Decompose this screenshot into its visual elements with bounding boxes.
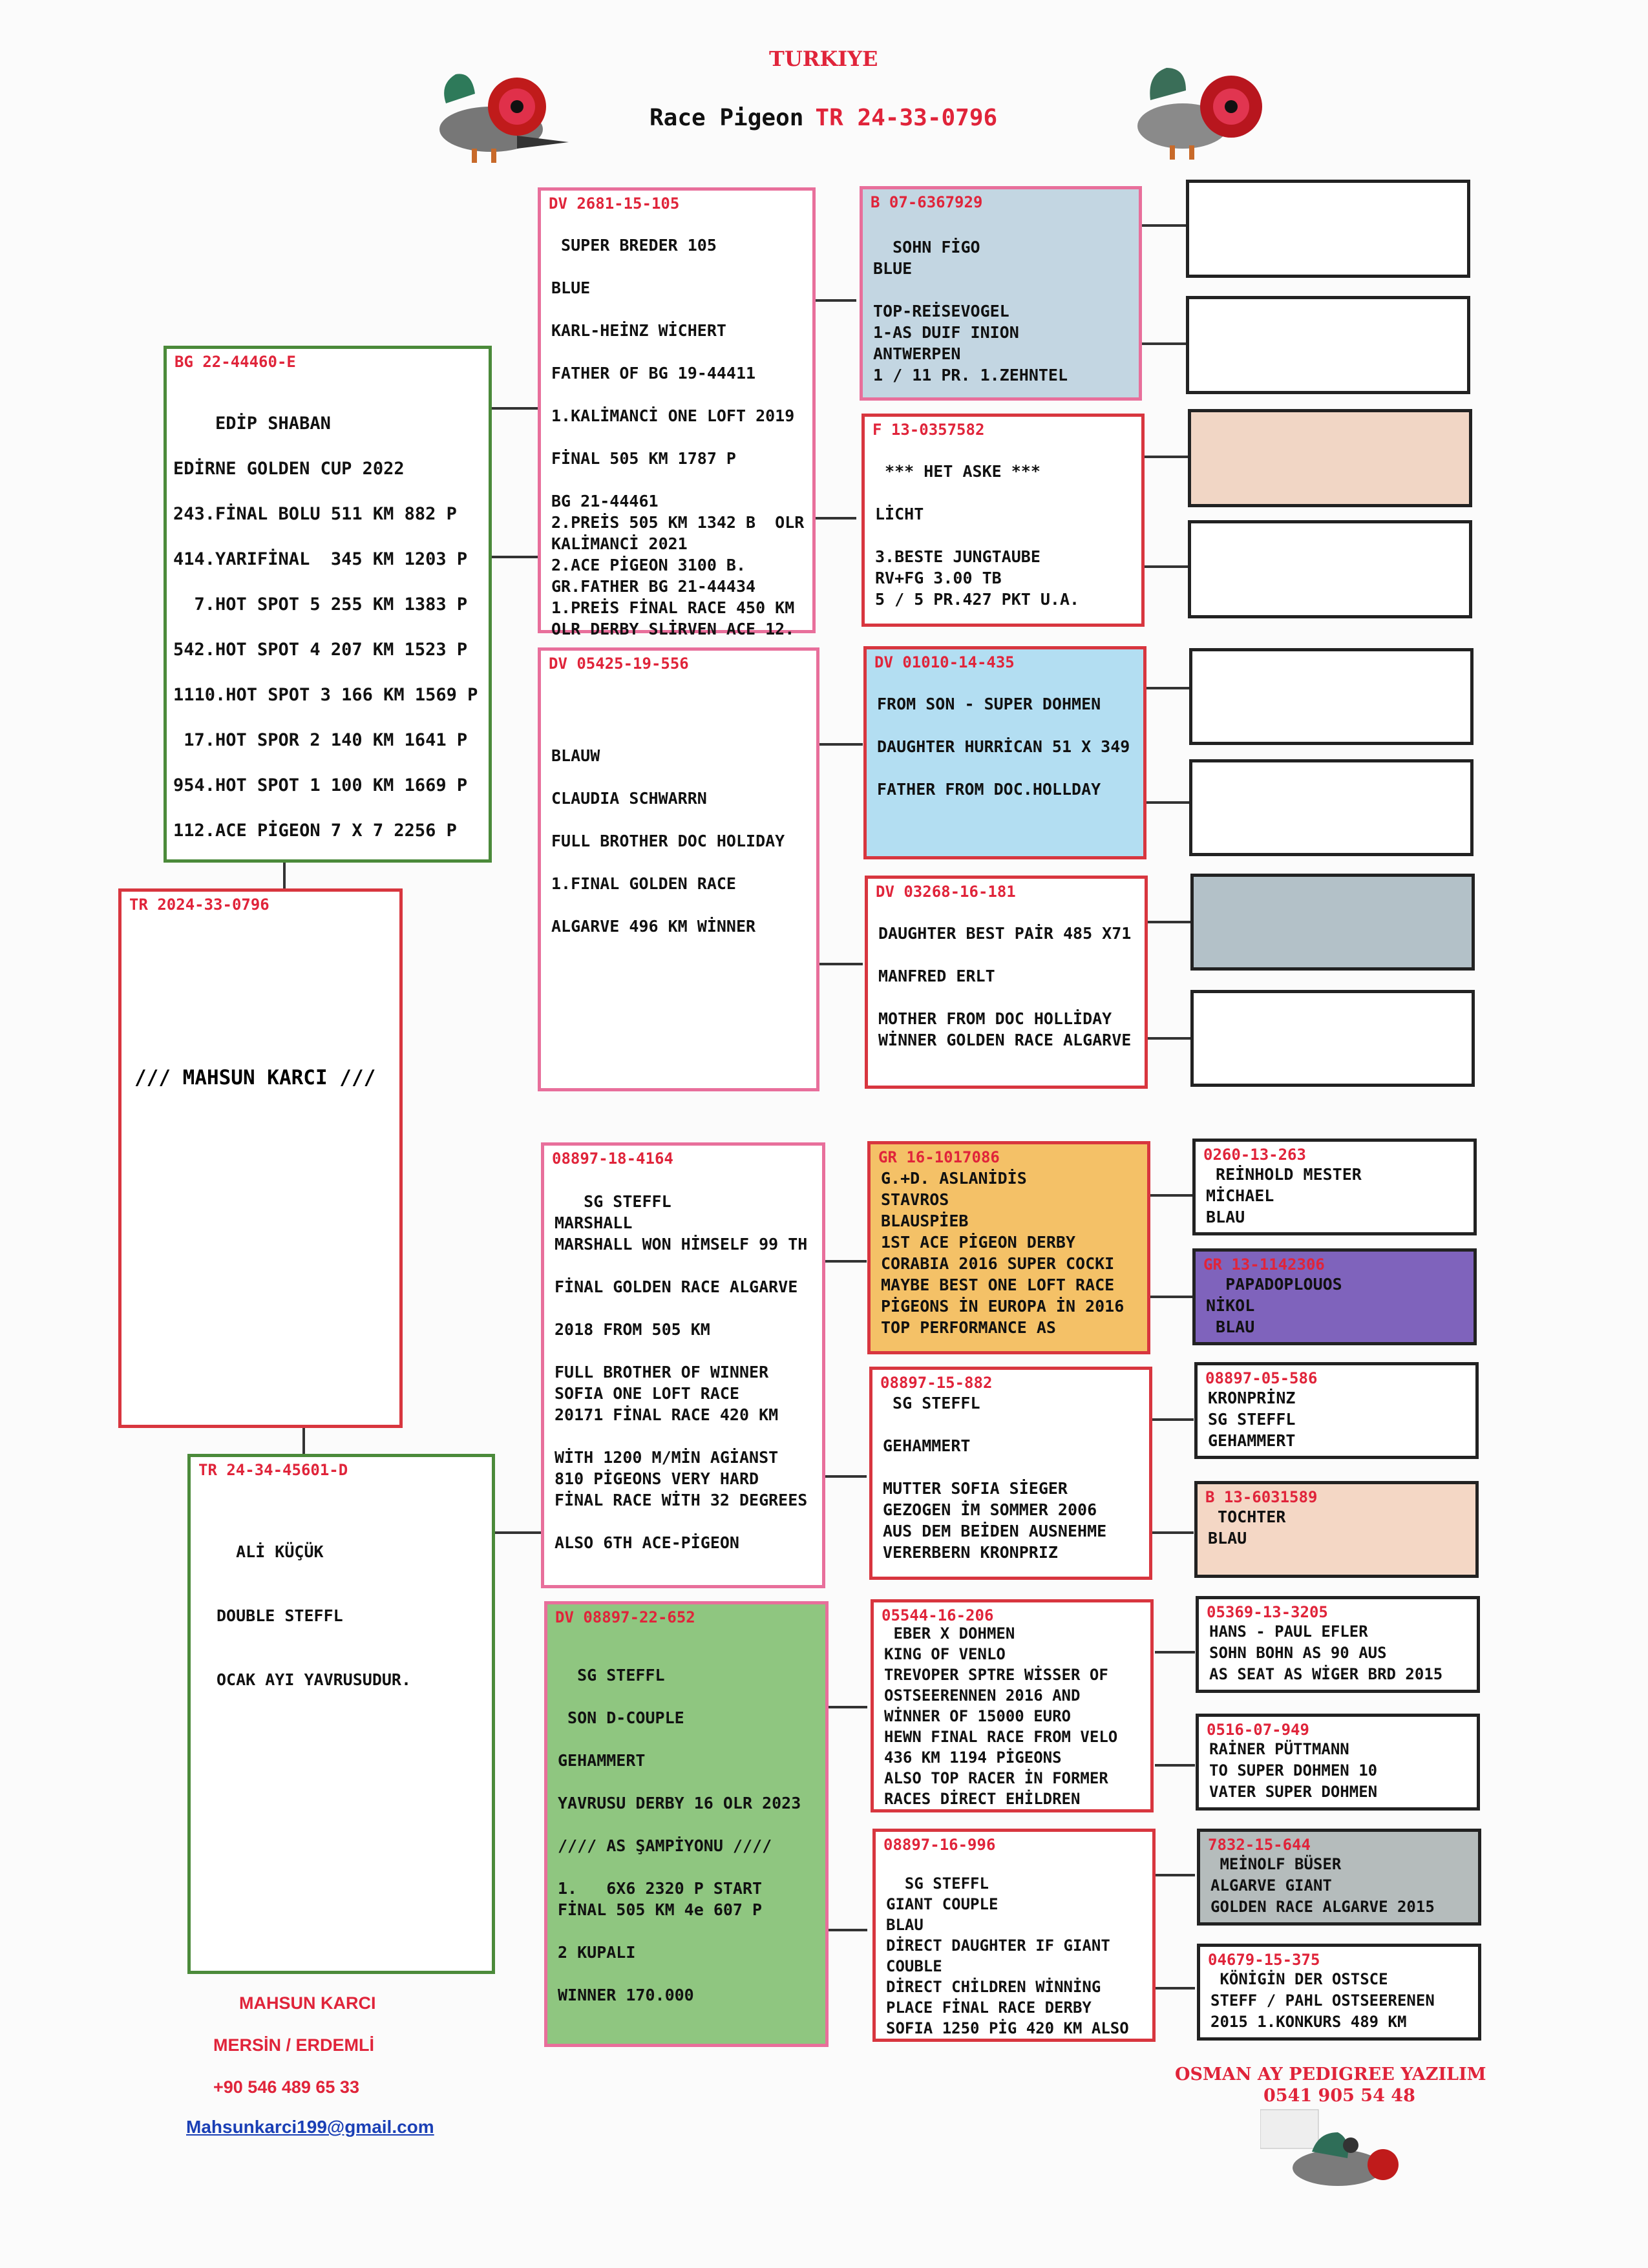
- pigeon-lines: [1210, 1969, 1435, 2033]
- pigeon-id: DV 03268-16-181: [876, 883, 1016, 901]
- pigeon-lines: [1209, 1621, 1442, 1685]
- pigeon-text-line: TO SUPER DOHMEN 10: [1209, 1761, 1378, 1780]
- pigeon-text-line: [878, 901, 1131, 923]
- pigeon-text-line: GR.FATHER BG 21-44434: [551, 577, 756, 596]
- pigeon-text-line: FROM SON - SUPER DOHMEN: [877, 695, 1101, 713]
- pigeon-text-line: KÖNİGİN DER OSTSCE: [1210, 1970, 1388, 1988]
- pigeon-text-line: [551, 766, 785, 788]
- pigeon-text-line: MUTTER SOFIA SİEGER: [883, 1479, 1068, 1498]
- pigeon-text-line: WINNER 170.000: [558, 1986, 694, 2004]
- pigeon-text-line: [555, 1511, 807, 1532]
- pigeon-text-line: KALİMANCİ 2021: [551, 534, 688, 553]
- pigeon-text-line: GOLDEN RACE ALGARVE 2015: [1210, 1898, 1435, 1916]
- owner-name: MAHSUN KARCI: [239, 1993, 376, 2013]
- pigeon-text-line: 2.PREİS 505 KM 1342 B OLR: [551, 513, 805, 532]
- pigeon-lines: [877, 672, 1130, 800]
- pigeon-id: GR 13-1142306: [1203, 1255, 1325, 1274]
- pigeon-text-line: LİCHT: [875, 505, 924, 523]
- pigeon-id: 08897-18-4164: [552, 1150, 673, 1168]
- pigeon-text-line: FİNAL 505 KM 4e 607 P: [558, 1900, 763, 1919]
- pigeon-id: 7832-15-644: [1208, 1836, 1311, 1854]
- pigeon-text-line: [551, 341, 804, 362]
- pigeon-text-line: OLR DERBY SLİRVEN ACE 12.: [551, 620, 795, 638]
- gen4-box: [1186, 180, 1470, 278]
- pigeon-text-line: 954.HOT SPOT 1 100 KM 1669 P: [173, 775, 468, 795]
- pigeon-text-line: [558, 1728, 801, 1750]
- pigeon-text-line: [873, 215, 1068, 236]
- gen4-box: [1189, 648, 1474, 745]
- pigeon-text-line: [173, 435, 478, 457]
- pigeon-text-line: REİNHOLD MESTER: [1206, 1165, 1362, 1184]
- pigeon-text-line: WİNNER OF 15000 EURO: [884, 1707, 1071, 1725]
- pigeon-text-line: GEHAMMERT: [1208, 1431, 1296, 1450]
- pigeon-text-line: MARSHALL: [555, 1213, 633, 1232]
- pigeon-text-line: [217, 1584, 411, 1605]
- pigeon-text-line: ALİ KÜÇÜK: [217, 1542, 324, 1561]
- pigeon-lines: [878, 901, 1131, 1051]
- maker-name: OSMAN AY PEDIGREE YAZILIM: [1175, 2064, 1486, 2084]
- pigeon-text-line: PİGEONS İN EUROPA İN 2016: [881, 1297, 1125, 1316]
- pigeon-text-line: BLAUSPİEB: [881, 1212, 969, 1230]
- pigeon-text-line: 1.FINAL GOLDEN RACE: [551, 874, 736, 893]
- pigeon-text-line: [877, 715, 1130, 736]
- pigeon-id: DV 2681-15-105: [549, 194, 680, 213]
- pigeon-text-line: 1-AS DUIF INION: [873, 323, 1019, 342]
- subject-id: TR 2024-33-0796: [129, 896, 269, 914]
- race-pigeon-label: Race Pigeon: [650, 105, 804, 131]
- gen4-box: [1196, 1596, 1480, 1693]
- gen4-box: [1197, 1944, 1481, 2041]
- pigeon-text-line: AUS DEM BEİDEN AUSNEHME: [883, 1522, 1107, 1540]
- pigeon-text-line: BLAUW: [551, 746, 600, 765]
- pigeon-text-line: OSTSEERENNEN 2016 AND: [884, 1686, 1081, 1705]
- pigeon-text-line: PLACE FİNAL RACE DERBY: [886, 1999, 1092, 2017]
- pigeon-text-line: 2.ACE PİGEON 3100 B.: [551, 556, 746, 574]
- gen4-box: [1194, 1481, 1479, 1578]
- pigeon-text-line: ALGARVE 496 KM WİNNER: [551, 917, 756, 936]
- pigeon-text-line: [173, 525, 478, 548]
- pigeon-text-line: COUBLE: [886, 1957, 942, 1975]
- gen4-box: [1189, 759, 1474, 856]
- pigeon-text-line: TOP-REİSEVOGEL: [873, 302, 1009, 320]
- pigeon-text-line: MARSHALL WON HİMSELF 99 TH: [555, 1235, 808, 1254]
- pigeon-text-line: 1.PREİS FİNAL RACE 450 KM: [551, 598, 795, 617]
- pigeon-text-line: [551, 894, 785, 916]
- pigeon-text-line: 436 KM 1194 PİGEONS: [884, 1748, 1062, 1767]
- pigeon-text-line: DİRECT DAUGHTER IF GIANT: [886, 1937, 1110, 1955]
- pigeon-text-line: ALSO 6TH ACE-PİGEON: [555, 1533, 739, 1552]
- pigeon-text-line: RACES DİRECT EHİLDREN: [884, 1790, 1081, 1808]
- pigeon-text-line: [883, 1456, 1106, 1478]
- pigeon-text-line: STAVROS: [881, 1190, 949, 1209]
- pigeon-id: 08897-15-882: [880, 1374, 993, 1392]
- pigeon-text-line: KING OF VENLO: [884, 1645, 1006, 1663]
- pigeon-text-line: YAVRUSU DERBY 16 OLR 2023: [558, 1794, 801, 1812]
- pigeon-id: 05544-16-206: [882, 1606, 994, 1624]
- pigeon-id: 04679-15-375: [1208, 1951, 1320, 1969]
- pigeon-text-line: SON D-COUPLE: [558, 1708, 684, 1727]
- page-title: [650, 105, 997, 131]
- pigeon-text-line: [873, 279, 1068, 300]
- gen4-box: [1196, 1714, 1480, 1811]
- gen4-box: [1194, 1362, 1479, 1459]
- pigeon-text-line: GEZOGEN İM SOMMER 2006: [883, 1500, 1097, 1519]
- pigeon-text-line: [173, 706, 478, 729]
- pigeon-lines: [551, 235, 804, 640]
- pigeon-text-line: FULL BROTHER OF WINNER: [555, 1363, 769, 1381]
- pigeon-text-line: 1ST ACE PİGEON DERBY: [881, 1233, 1076, 1252]
- pigeon-text-line: SG STEFFL: [555, 1192, 671, 1211]
- pigeon-text-line: [558, 1963, 801, 1984]
- pigeon-text-line: SG STEFFL: [883, 1394, 980, 1412]
- pigeon-text-line: TREVOPER SPTRE WİSSER OF: [884, 1666, 1108, 1684]
- maker-phone: 0541 905 54 48: [1263, 2086, 1415, 2106]
- pigeon-text-line: 2018 FROM 505 KM: [555, 1320, 710, 1339]
- pigeon-text-line: [555, 1340, 807, 1361]
- pigeon-id: DV 01010-14-435: [874, 653, 1015, 671]
- pigeon-lines: [1206, 1274, 1342, 1338]
- gen3-box: [871, 1599, 1154, 1812]
- gen3-box: [861, 414, 1145, 627]
- pigeon-text-line: RV+FG 3.00 TB: [875, 569, 1002, 587]
- gen3-box: [867, 1141, 1150, 1354]
- pigeon-icon: [1125, 55, 1280, 165]
- pigeon-text-line: KARL-HEİNZ WİCHERT: [551, 321, 726, 340]
- pigeon-lines: [886, 1853, 1129, 2039]
- pigeon-text-line: FİNAL RACE WİTH 32 DEGREES: [555, 1491, 808, 1509]
- pigeon-text-line: 1. 6X6 2320 P START: [558, 1879, 763, 1898]
- pigeon-text-line: GEHAMMERT: [883, 1436, 971, 1455]
- gen3-box: [863, 646, 1146, 859]
- pigeon-lines: [881, 1168, 1124, 1338]
- pigeon-text-line: [173, 571, 478, 593]
- pigeon-text-line: SOFIA 1250 PİG 420 KM ALSO: [886, 2019, 1129, 2037]
- pigeon-text-line: SG STEFFL: [886, 1874, 989, 1893]
- pigeon-text-line: [551, 426, 804, 448]
- country-title: TURKIYE: [769, 47, 878, 71]
- pigeon-text-line: 542.HOT SPOT 4 207 KM 1523 P: [173, 640, 468, 660]
- pigeon-id: GR 16-1017086: [878, 1148, 1000, 1166]
- gen4-box: [1190, 874, 1475, 971]
- pigeon-id: B 07-6367929: [871, 193, 983, 211]
- pigeon-text-line: BLAU: [886, 1916, 924, 1934]
- pigeon-text-line: MEİNOLF BÜSER: [1210, 1855, 1342, 1873]
- pigeon-text-line: EBER X DOHMEN: [884, 1624, 1015, 1643]
- pigeon-text-line: [883, 1414, 1106, 1435]
- pigeon-text-line: [877, 672, 1130, 693]
- pigeon-text-line: KRONPRİNZ: [1208, 1389, 1296, 1407]
- pigeon-text-line: [551, 256, 804, 277]
- pigeon-text-line: FİNAL GOLDEN RACE ALGARVE: [555, 1277, 798, 1296]
- pigeon-text-line: 3.BESTE JUNGTAUBE: [875, 547, 1041, 566]
- subject-box: [118, 888, 403, 1428]
- subject-name: /// MAHSUN KARCI ///: [134, 1066, 376, 1089]
- gen4-box: [1197, 1829, 1481, 1926]
- pigeon-text-line: [558, 1771, 801, 1792]
- gen3-box: [865, 876, 1148, 1089]
- pigeon-lines: [1208, 1506, 1285, 1549]
- pigeon-text-line: RAİNER PÜTTMANN: [1209, 1740, 1349, 1758]
- pigeon-text-line: CLAUDIA SCHWARRN: [551, 789, 707, 808]
- pigeon-text-line: BG 21-44461: [551, 492, 659, 510]
- pigeon-text-line: [551, 299, 804, 320]
- father-lines: [173, 412, 478, 842]
- pigeon-text-line: 2015 1.KONKURS 489 KM: [1210, 2013, 1407, 2031]
- pigeon-lines: [551, 702, 785, 937]
- pigeon-text-line: FİNAL 505 KM 1787 P: [551, 449, 736, 468]
- pigeon-text-line: 112.ACE PİGEON 7 X 7 2256 P: [173, 821, 457, 841]
- pigeon-text-line: FULL BROTHER DOC HOLIDAY: [551, 832, 785, 850]
- father-box: [164, 346, 492, 863]
- pigeon-text-line: [875, 525, 1079, 546]
- pigeon-text-line: MİCHAEL: [1206, 1186, 1274, 1205]
- pigeon-text-line: [217, 1648, 411, 1669]
- pigeon-text-line: [173, 751, 478, 774]
- mother-box: [187, 1454, 495, 1974]
- pigeon-text-line: *** HET ASKE ***: [875, 462, 1041, 481]
- pigeon-text-line: HANS - PAUL EFLER: [1209, 1622, 1368, 1641]
- pigeon-text-line: [878, 944, 1131, 965]
- pigeon-text-line: SOFIA ONE LOFT RACE: [555, 1384, 739, 1403]
- pigeon-text-line: HEWN FINAL RACE FROM VELO: [884, 1728, 1118, 1746]
- gen4-box: [1188, 409, 1472, 507]
- mother-id: TR 24-34-45601-D: [198, 1461, 348, 1479]
- gen3-box: [872, 1829, 1156, 2042]
- gen4-box: [1192, 1248, 1477, 1345]
- pigeon-text-line: 7.HOT SPOT 5 255 KM 1383 P: [173, 594, 468, 614]
- dam-dam-box: [544, 1601, 829, 2047]
- pigeon-text-line: [217, 1626, 411, 1648]
- pigeon-text-line: MOTHER FROM DOC HOLLİDAY: [878, 1009, 1112, 1028]
- pigeon-text-line: [555, 1425, 807, 1447]
- pigeon-text-line: 414.YARIFİNAL 345 KM 1203 P: [173, 549, 468, 569]
- ring-number: TR 24-33-0796: [815, 105, 998, 131]
- gen3-box: [860, 186, 1142, 401]
- pigeon-text-line: [886, 1853, 1129, 1873]
- pigeon-text-line: BLAU: [1206, 1208, 1245, 1226]
- pigeon-text-line: SG STEFFL: [1208, 1410, 1296, 1429]
- pigeon-lines: [558, 1643, 801, 2006]
- pigeon-text-line: 810 PİGEONS VERY HARD: [555, 1469, 759, 1488]
- pigeon-lines: [1206, 1164, 1362, 1228]
- pigeon-text-line: EDİRNE GOLDEN CUP 2022: [173, 459, 405, 479]
- pigeon-text-line: 1.KALİMANCİ ONE LOFT 2019: [551, 406, 795, 425]
- pigeon-text-line: 2 KUPALI: [558, 1943, 636, 1962]
- pigeon-text-line: BLUE: [873, 259, 913, 278]
- pigeon-text-line: SG STEFFL: [558, 1666, 665, 1685]
- pigeon-text-line: [551, 852, 785, 873]
- pigeon-text-line: ALGARVE GIANT: [1210, 1876, 1332, 1895]
- sire-sire-box: [538, 187, 816, 638]
- pigeon-text-line: [875, 482, 1079, 503]
- pigeon-lines: [884, 1623, 1117, 1809]
- pigeon-id: 0260-13-263: [1203, 1146, 1306, 1164]
- pigeon-lines: [873, 215, 1068, 386]
- pigeon-text-line: SUPER BREDER 105: [551, 236, 717, 255]
- pigeon-text-line: MANFRED ERLT: [878, 967, 995, 985]
- father-id: BG 22-44460-E: [174, 353, 296, 371]
- pigeon-text-line: [558, 1643, 801, 1664]
- owner-city: MERSİN / ERDEMLİ: [213, 2035, 375, 2055]
- pigeon-text-line: 5 / 5 PR.427 PKT U.A.: [875, 590, 1080, 609]
- gen4-box: [1190, 990, 1475, 1087]
- pigeon-id: F 13-0357582: [872, 421, 985, 439]
- pigeon-text-line: BLAU: [1206, 1318, 1255, 1336]
- pigeon-icon: [420, 58, 575, 168]
- pigeon-text-line: OCAK AYI YAVRUSUDUR.: [217, 1670, 412, 1689]
- pigeon-text-line: CORABIA 2016 SUPER COCKI: [881, 1254, 1115, 1273]
- pigeon-text-line: DAUGHTER HURRİCAN 51 X 349: [877, 737, 1130, 756]
- pigeon-id: 08897-05-586: [1205, 1369, 1318, 1387]
- pigeon-text-line: [173, 616, 478, 638]
- pigeon-text-line: 17.HOT SPOR 2 140 KM 1641 P: [173, 730, 468, 750]
- owner-email[interactable]: Mahsunkarci199@gmail.com: [186, 2117, 434, 2137]
- pigeon-text-line: [878, 987, 1131, 1008]
- pigeon-id: B 13-6031589: [1205, 1488, 1318, 1506]
- pigeon-text-line: FATHER FROM DOC.HOLLDAY: [877, 780, 1101, 799]
- pigeon-id: DV 08897-22-652: [555, 1608, 695, 1626]
- pigeon-text-line: [875, 439, 1079, 461]
- pigeon-lines: [1208, 1387, 1295, 1451]
- pigeon-text-line: DAUGHTER BEST PAİR 485 X71: [878, 924, 1132, 943]
- pigeon-text-line: GIANT COUPLE: [886, 1895, 998, 1913]
- gen3-box: [869, 1367, 1152, 1580]
- pigeon-text-line: [173, 480, 478, 503]
- pigeon-text-line: VATER SUPER DOHMEN: [1209, 1783, 1378, 1801]
- pigeon-text-line: WİNNER GOLDEN RACE ALGARVE: [878, 1031, 1132, 1049]
- pigeon-id: DV 05425-19-556: [549, 655, 689, 673]
- pigeon-text-line: SOHN FİGO: [873, 238, 980, 257]
- pigeon-text-line: EDİP SHABAN: [173, 414, 331, 434]
- pigeon-text-line: TOCHTER: [1208, 1507, 1286, 1526]
- dam-sire-box: [541, 1142, 825, 1588]
- pigeon-text-line: ALSO TOP RACER İN FORMER: [884, 1769, 1108, 1787]
- pigeon-text-line: 1 / 11 PR. 1.ZEHNTEL: [873, 366, 1068, 384]
- pigeon-text-line: AS SEAT AS WİGER BRD 2015: [1209, 1665, 1443, 1683]
- pigeon-lines: [1210, 1854, 1435, 1918]
- pigeon-text-line: STEFF / PAHL OSTSEERENEN: [1210, 1991, 1435, 2010]
- pigeon-lines: [875, 439, 1079, 610]
- pigeon-text-line: [558, 1856, 801, 1878]
- sire-dam-box: [538, 647, 819, 1091]
- pigeon-id: 08897-16-996: [883, 1836, 996, 1854]
- pigeon-text-line: MAYBE BEST ONE LOFT RACE: [881, 1276, 1115, 1294]
- pigeon-text-line: WİTH 1200 M/MİN AGİANST: [555, 1448, 779, 1467]
- owner-phone: +90 546 489 65 33: [213, 2077, 359, 2097]
- pigeon-text-line: [555, 1297, 807, 1319]
- pigeon-text-line: [551, 469, 804, 490]
- pigeon-lines: [883, 1392, 1106, 1563]
- gen4-box: [1186, 296, 1470, 394]
- pigeon-text-line: [551, 702, 785, 724]
- pigeon-text-line: [558, 1686, 801, 1707]
- pigeon-text-line: [173, 797, 478, 819]
- pigeon-text-line: GEHAMMERT: [558, 1751, 646, 1770]
- pigeon-text-line: ANTWERPEN: [873, 344, 961, 363]
- pigeon-text-line: [558, 1920, 801, 1942]
- pigeon-text-line: [551, 384, 804, 405]
- pigeon-text-line: //// AS ŞAMPİYONU ////: [558, 1836, 772, 1855]
- pigeon-logo-icon: [1260, 2106, 1409, 2197]
- pigeon-text-line: DOUBLE STEFFL: [217, 1606, 343, 1625]
- gen4-box: [1188, 520, 1472, 618]
- pigeon-text-line: [877, 757, 1130, 779]
- pigeon-text-line: SOHN BOHN AS 90 AUS: [1209, 1644, 1387, 1662]
- pigeon-text-line: [555, 1255, 807, 1276]
- pigeon-text-line: [551, 809, 785, 830]
- pigeon-text-line: NİKOL: [1206, 1296, 1255, 1315]
- pigeon-text-line: [551, 724, 785, 745]
- pigeon-text-line: VERERBERN KRONPRIZ: [883, 1543, 1058, 1562]
- pigeon-text-line: 1110.HOT SPOT 3 166 KM 1569 P: [173, 685, 478, 705]
- pigeon-text-line: PAPADOPLOUOS: [1206, 1275, 1342, 1294]
- pigeon-id: 0516-07-949: [1207, 1721, 1309, 1739]
- mother-lines: [217, 1541, 411, 1690]
- pigeon-id: 05369-13-3205: [1207, 1603, 1328, 1621]
- pigeon-text-line: BLAU: [1208, 1529, 1247, 1548]
- gen4-box: [1192, 1139, 1477, 1235]
- pigeon-text-line: BLUE: [551, 278, 591, 297]
- pigeon-lines: [555, 1191, 807, 1553]
- pigeon-text-line: 243.FİNAL BOLU 511 KM 882 P: [173, 504, 457, 524]
- pigeon-text-line: FATHER OF BG 19-44411: [551, 364, 756, 383]
- pigeon-lines: [1209, 1739, 1377, 1803]
- pigeon-text-line: [173, 661, 478, 684]
- pigeon-text-line: DİRECT CHİLDREN WİNNİNG: [886, 1978, 1101, 1996]
- pigeon-text-line: TOP PERFORMANCE AS: [881, 1318, 1056, 1337]
- pigeon-text-line: G.+D. ASLANİDİS: [881, 1169, 1027, 1188]
- pigeon-text-line: [558, 1814, 801, 1835]
- pigeon-text-line: 20171 FİNAL RACE 420 KM: [555, 1405, 779, 1424]
- pigeon-text-line: [217, 1562, 411, 1584]
